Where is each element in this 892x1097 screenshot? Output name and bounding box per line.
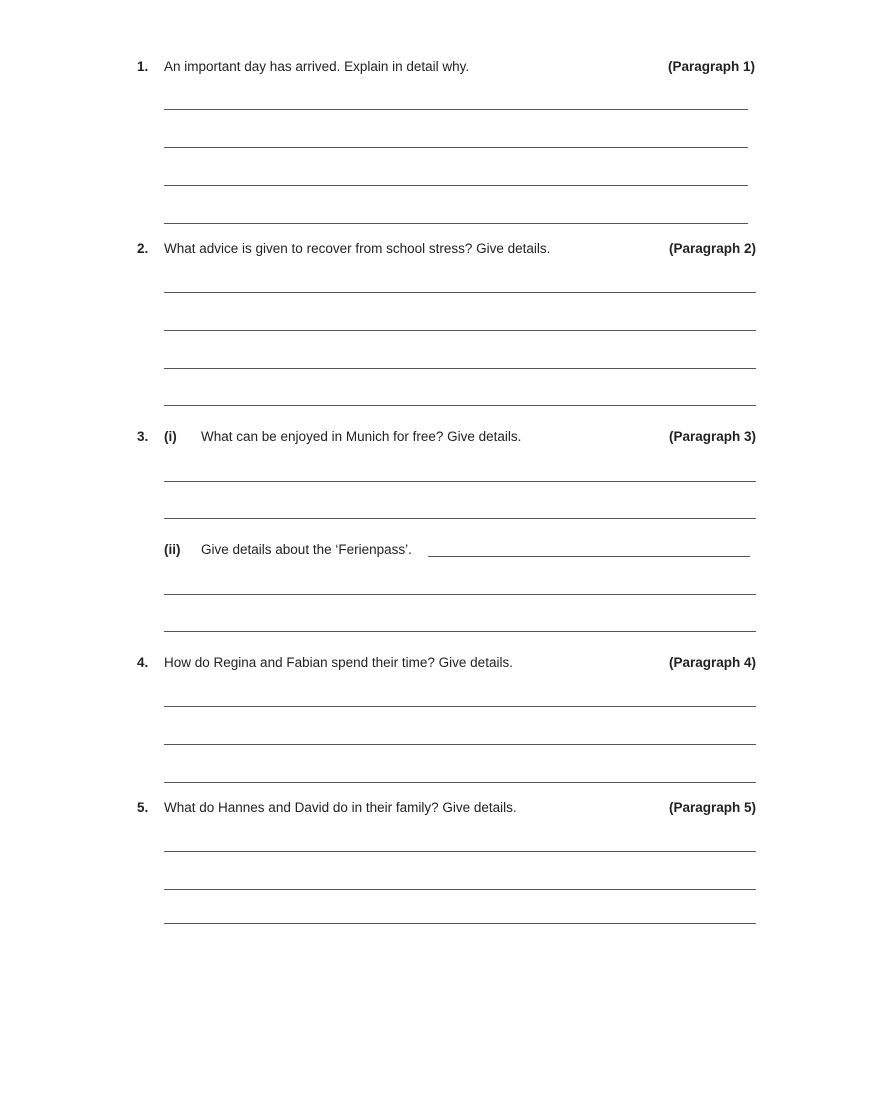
sub-question-label: (ii): [164, 542, 181, 557]
question-text: An important day has arrived. Explain in detail why.: [164, 59, 470, 74]
answer-line[interactable]: [164, 368, 756, 369]
answer-line[interactable]: [164, 185, 748, 186]
paragraph-reference: (Paragraph 5): [668, 800, 756, 815]
sub-question-label: (i): [164, 429, 177, 444]
paragraph-reference: (Paragraph 1): [667, 59, 755, 74]
question-number: 5.: [137, 800, 149, 815]
paragraph-reference: (Paragraph 3): [668, 429, 756, 444]
answer-line[interactable]: [164, 223, 748, 224]
answer-line[interactable]: [164, 518, 756, 519]
answer-line[interactable]: [164, 405, 756, 406]
answer-line[interactable]: [428, 556, 750, 557]
answer-line[interactable]: [164, 292, 756, 293]
paragraph-reference: (Paragraph 4): [668, 655, 756, 670]
answer-line[interactable]: [164, 782, 756, 783]
question-number: 4.: [137, 655, 149, 670]
question-number: 2.: [137, 241, 149, 256]
answer-line[interactable]: [164, 706, 756, 707]
question-text: Give details about the ‘Ferienpass’.: [201, 542, 412, 557]
question-number: 3.: [137, 429, 149, 444]
question-text: How do Regina and Fabian spend their time? Give details.: [164, 655, 513, 670]
answer-line[interactable]: [164, 889, 756, 890]
question-text: What advice is given to recover from school stress? Give details.: [164, 241, 551, 256]
answer-line[interactable]: [164, 631, 756, 632]
answer-line[interactable]: [164, 851, 756, 852]
answer-line[interactable]: [164, 109, 748, 110]
answer-line[interactable]: [164, 330, 756, 331]
answer-line[interactable]: [164, 923, 756, 924]
paragraph-reference: (Paragraph 2): [668, 241, 756, 256]
answer-line[interactable]: [164, 744, 756, 745]
answer-line[interactable]: [164, 594, 756, 595]
question-number: 1.: [137, 59, 149, 74]
answer-line[interactable]: [164, 147, 748, 148]
question-text: What can be enjoyed in Munich for free? Give details.: [201, 429, 522, 444]
question-text: What do Hannes and David do in their family? Give details.: [164, 800, 517, 815]
answer-line[interactable]: [164, 481, 756, 482]
